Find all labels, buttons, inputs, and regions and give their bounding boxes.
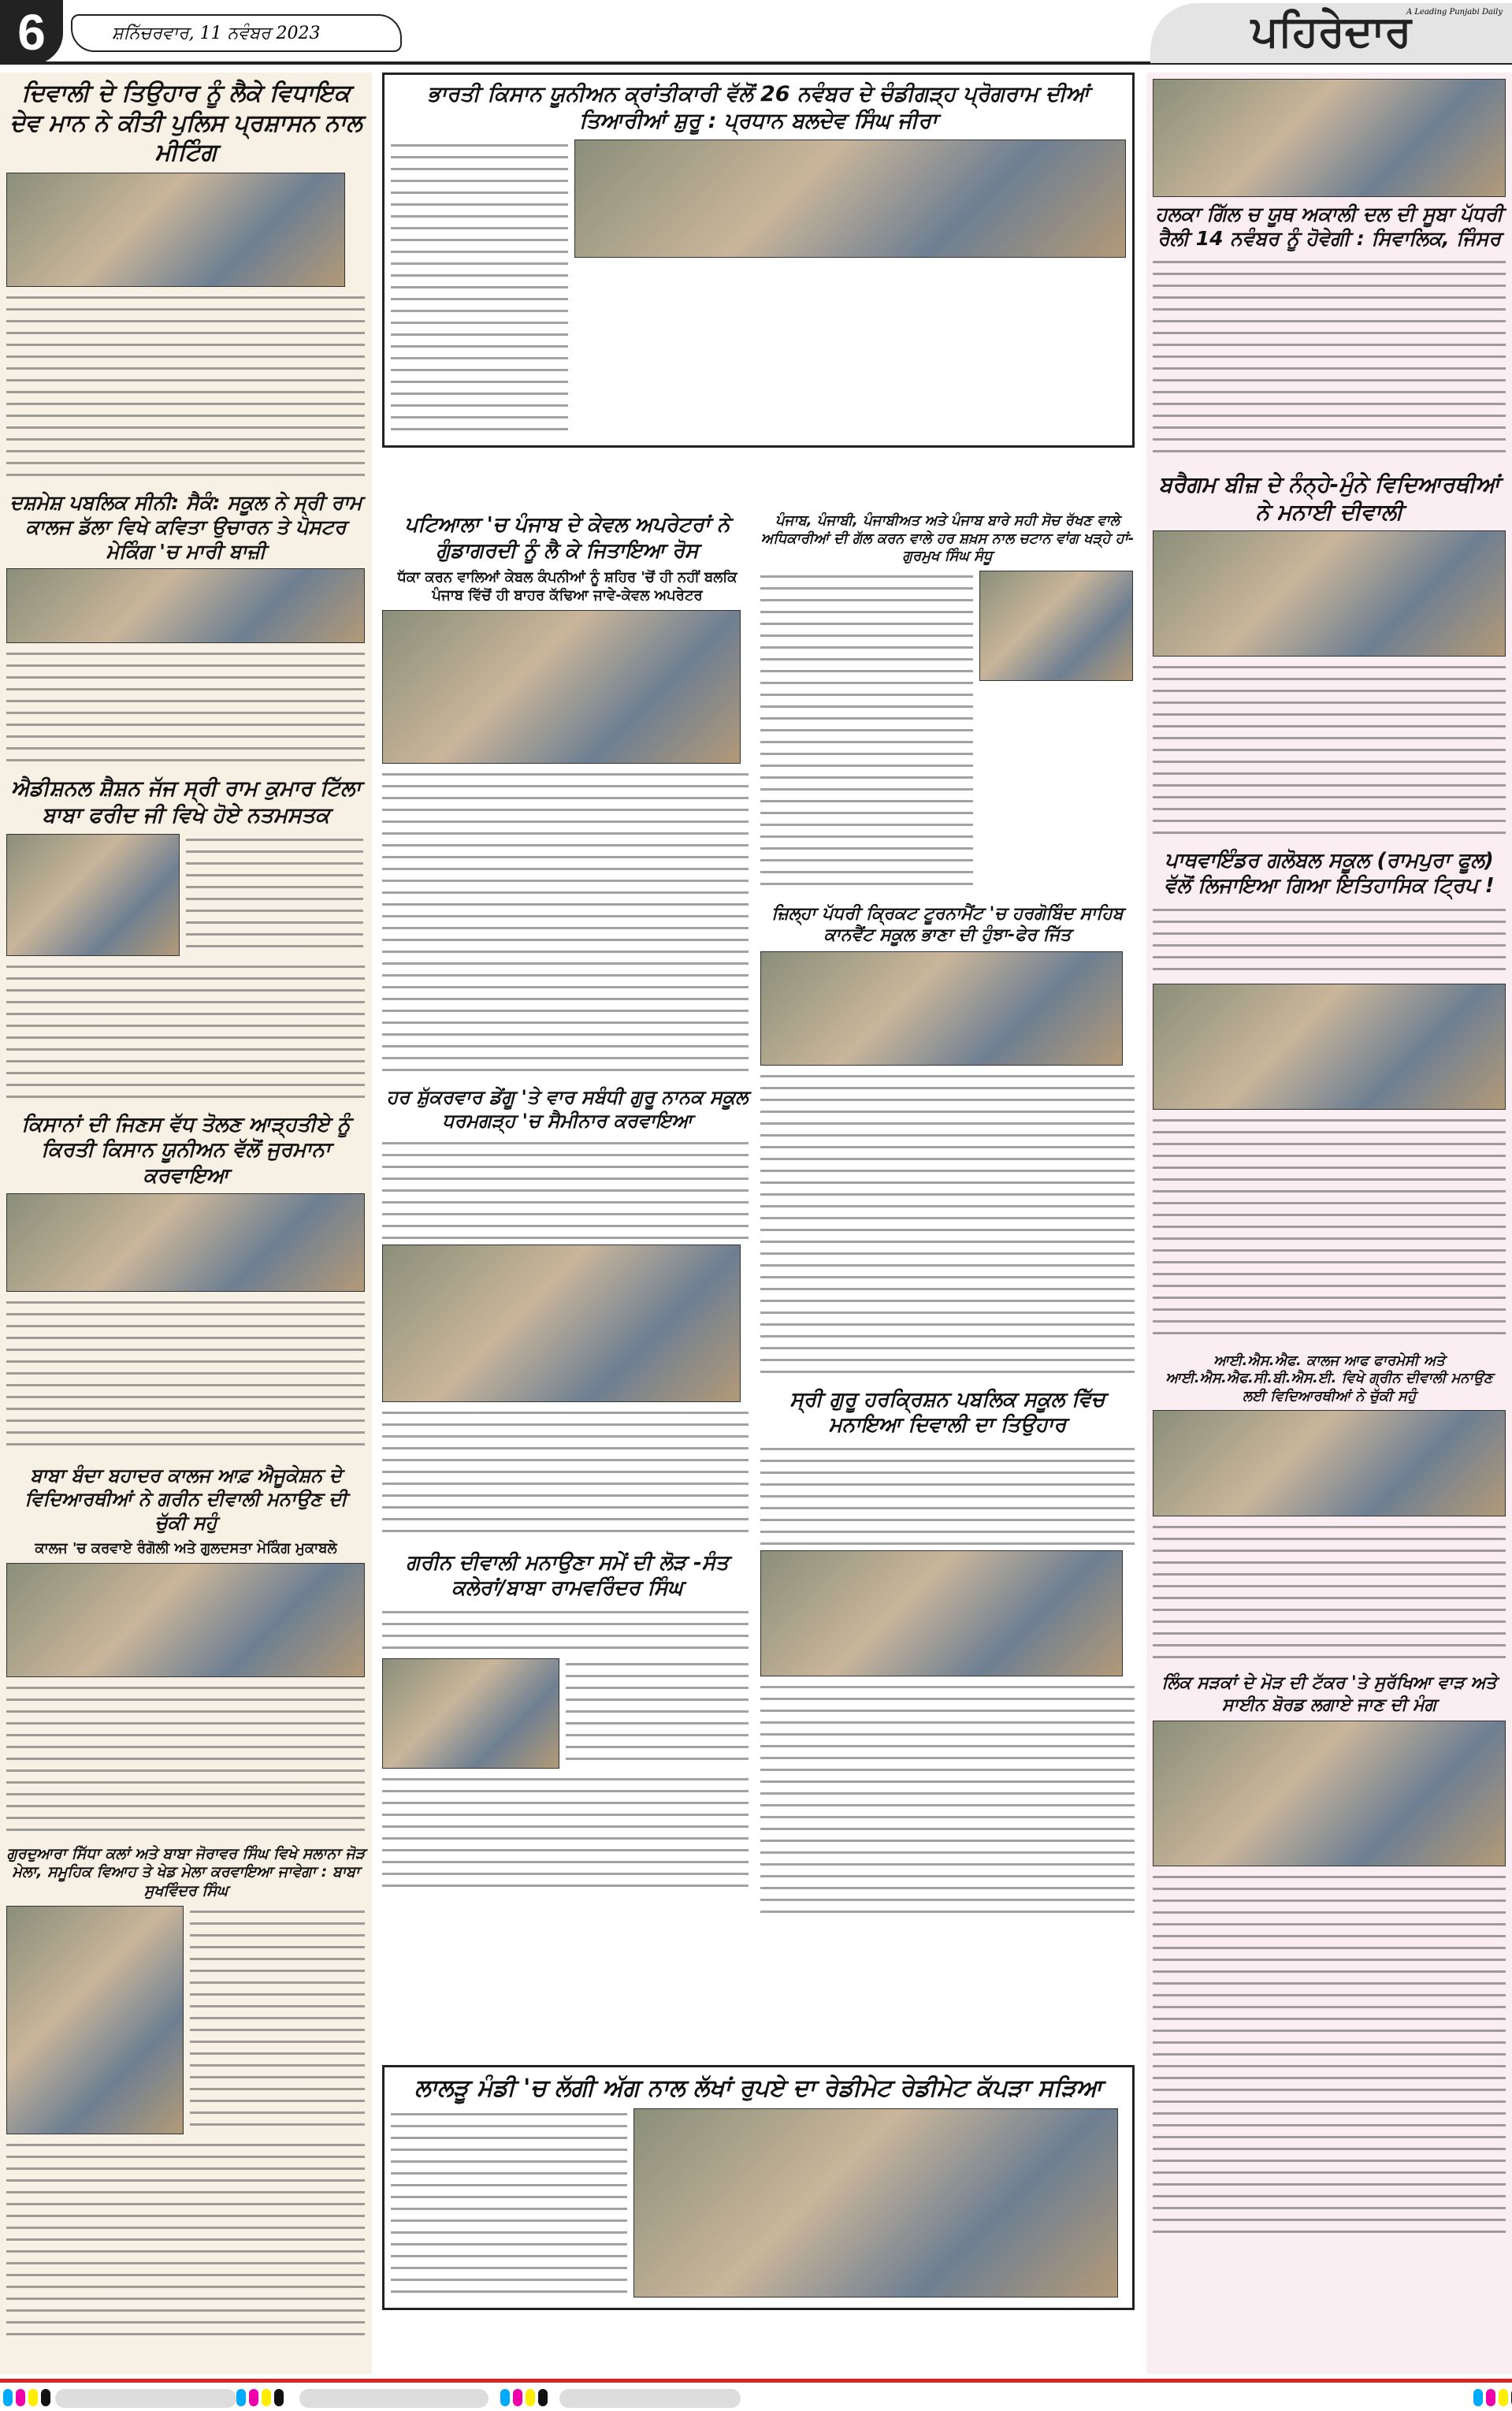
cmyk-marks xyxy=(500,2389,548,2406)
article-headline[interactable]: ਲਿੰਕ ਸੜਕਾਂ ਦੇ ਮੋੜ ਦੀ ਟੱਕਰ 'ਤੇ ਸੁਰੱਖਿਆ ਵਾੜ ਅਤੇ ਸਾਈਨ ਬੋਰਡ ਲਗਾਏ ਜਾਣ ਦੀ ਮੰਗ xyxy=(1161,1673,1497,1715)
article-photo[interactable] xyxy=(6,173,345,287)
article-row xyxy=(760,951,1135,1066)
middle-left-column xyxy=(382,512,752,1892)
article-body-text xyxy=(6,2139,365,2344)
article-headline[interactable]: ਭਾਰਤੀ ਕਿਸਾਨ ਯੂਨੀਅਨ ਕ੍ਰਾਂਤੀਕਾਰੀ ਵੱਲੋਂ 26 ਨਵੰਬਰ ਦੇ ਚੰਡੀਗੜ੍ਹ ਪ੍ਰੋਗਰਾਮ ਦੀਆਂ ਤਿਆਰੀਆਂ ਸ਼ੁਰੂ : ਪ੍ਰਧਾਨ ਬਲਦੇਵ ਸਿੰਘ ਜੀਰਾ xyxy=(427,82,1090,133)
article-row xyxy=(382,1245,752,1402)
article xyxy=(6,776,366,1103)
article xyxy=(382,1550,752,1892)
article-photo[interactable] xyxy=(382,1245,741,1402)
article-body-text xyxy=(6,1682,365,1836)
article-row xyxy=(1153,530,1506,657)
article-headline[interactable]: ਆਈ.ਐਸ.ਐਫ. ਕਾਲਜ ਆਫ ਫਾਰਮੇਸੀ ਅਤੇ ਆਈ.ਐਸ.ਐਫ.ਸੀ.ਬੀ.ਐਸ.ਈ. ਵਿਖੇ ਗ੍ਰੀਨ ਦੀਵਾਲੀ ਮਨਾਉਣ ਲਈ ਵਿਦਿਆਰਥੀਆਂ ਨੇ ਚੁੱਕੀ ਸਹੁੰ xyxy=(1165,1352,1493,1405)
article-headline[interactable]: ਹਲਕਾ ਗਿੱਲ ਚ ਯੂਥ ਅਕਾਲੀ ਦਲ ਦੀ ਸੂਬਾ ਪੱਧਰੀ ਰੈਲੀ 14 ਨਵੰਬਰ ਨੂੰ ਹੋਵੇਗੀ : ਸਿਵਾਲਿਕ, ਜਿੰਸਰ xyxy=(1155,203,1503,251)
page-number: 6 xyxy=(0,0,63,65)
article xyxy=(382,73,1135,448)
article-headline[interactable]: ਦਿਵਾਲੀ ਦੇ ਤਿਉਹਾਰ ਨੂੰ ਲੈਕੇ ਵਿਧਾਇਕ ਦੇਵ ਮਾਨ ਨੇ ਕੀਤੀ ਪੁਲਿਸ ਪ੍ਰਸ਼ਾਸਨ ਨਾਲ ਮੀਟਿੰਗ xyxy=(9,80,362,166)
article xyxy=(760,903,1135,1378)
article-row xyxy=(382,1407,752,1541)
print-registration-footer xyxy=(0,2379,1512,2411)
article-body-text xyxy=(760,1070,1135,1378)
article-row xyxy=(760,571,1135,894)
article-photo[interactable] xyxy=(6,568,365,643)
article-headline[interactable]: ਕਿਸਾਨਾਂ ਦੀ ਜਿਣਸ ਵੱਧ ਤੋਲਣ ਆੜ੍ਹਤੀਏ ਨੂੰ ਕਿਰਤੀ ਕਿਸਾਨ ਯੂਨੀਅਨ ਵੱਲੋਂ ਜੁਰਮਾਨਾ ਕਰਵਾਇਆ xyxy=(21,1112,351,1188)
article-headline[interactable]: ਪਟਿਆਲਾ 'ਚ ਪੰਜਾਬ ਦੇ ਕੇਵਲ ਅਪਰੇਟਰਾਂ ਨੇ ਗੁੰਡਾਗਰਦੀ ਨੂੰ ਲੈ ਕੇ ਜਿਤਾਇਆ ਰੋਸ xyxy=(404,513,730,563)
article xyxy=(1153,1352,1506,1664)
article-row xyxy=(382,1773,752,1892)
article-photo[interactable] xyxy=(574,140,1126,258)
article-headline[interactable]: ਗਰੀਨ ਦੀਵਾਲੀ ਮਨਾਉਣਾ ਸਮੇਂ ਦੀ ਲੋੜ -ਸੰਤ ਕਲੇਰਾਂ/ਬਾਬਾ ਰਾਮਵਰਿੰਦਰ ਸਿੰਘ xyxy=(406,1550,729,1601)
article-headline[interactable]: ਗੁਰਦੁਆਰਾ ਸਿੱਧਾ ਕਲਾਂ ਅਤੇ ਬਾਬਾ ਜੋਰਾਵਰ ਸਿੰਘ ਵਿਖੇ ਸਲਾਨਾ ਜੋੜ ਮੇਲਾ, ਸਮੂਹਿਕ ਵਿਆਹ ਤੇ ਖੇਡ ਮੇਲਾ ਕਰਵਾਇਆ ਜਾਵੇਗਾ : ਬਾਬਾ ਸੁਖਵਿੰਦਰ ਸਿੰਘ xyxy=(6,1844,366,1900)
article-body-text xyxy=(382,1773,749,1892)
article-headline[interactable]: ਪਾਥਵਾਇੰਡਰ ਗਲੋਬਲ ਸਕੂਲ (ਰਾਮਪੁਰਾ ਫੂਲ) ਵੱਲੋਂ ਲਿਜਾਇਆ ਗਿਆ ਇਤਿਹਾਸਿਕ ਟ੍ਰਿਪ ! xyxy=(1164,848,1495,898)
article-headline[interactable]: ਹਰ ਸ਼ੁੱਕਰਵਾਰ ਡੇਂਗੂ 'ਤੇ ਵਾਰ ਸਬੰਧੀ ਗੁਰੂ ਨਾਨਕ ਸਕੂਲ ਧਰਮਗੜ੍ਹ 'ਚ ਸੈਮੀਨਾਰ ਕਰਵਾਇਆ xyxy=(386,1085,749,1132)
article-row xyxy=(1153,904,1506,979)
article-row xyxy=(6,1297,366,1454)
article-subhead: ਕਾਲਜ 'ਚ ਕਰਵਾਏ ਰੰਗੋਲੀ ਅਤੇ ਗੁਲਦਸਤਾ ਮੇਕਿੰਗ ਮੁਕਾਬਲੇ xyxy=(35,1540,337,1557)
article-row xyxy=(6,961,366,1103)
article xyxy=(1153,848,1506,1343)
article xyxy=(6,1464,366,1835)
cmyk-marks xyxy=(236,2389,284,2406)
article-row xyxy=(1153,1721,1506,1866)
article-row xyxy=(382,1658,752,1769)
cmyk-marks xyxy=(1473,2389,1512,2406)
article-photo[interactable] xyxy=(6,1193,365,1292)
article-row xyxy=(6,568,366,643)
article-row xyxy=(382,1606,752,1654)
article-body-text xyxy=(6,961,365,1103)
article-body-text xyxy=(760,1681,1135,1918)
article-body-text xyxy=(382,768,749,1076)
logo-text: ਪਹਿਰੇਦਾਰ xyxy=(1250,6,1412,56)
logo-tagline: A Leading Punjabi Daily xyxy=(1406,8,1503,17)
article-row xyxy=(6,834,366,956)
article-body-text xyxy=(186,834,363,956)
article-photo[interactable] xyxy=(382,1658,559,1769)
article-row xyxy=(391,2108,1126,2301)
article-row xyxy=(1153,1410,1506,1516)
article xyxy=(6,1112,366,1455)
article xyxy=(382,1085,752,1541)
article-photo[interactable] xyxy=(760,1550,1123,1676)
article xyxy=(760,1387,1135,1918)
masthead xyxy=(0,0,1512,65)
article-headline[interactable]: ਦਸ਼ਮੇਸ਼ ਪਬਲਿਕ ਸੀਨੀ: ਸੈਕੰ: ਸਕੂਲ ਨੇ ਸ੍ਰੀ ਰਾਮ ਕਾਲਜ ਡੱਲਾ ਵਿਖੇ ਕਵਿਤਾ ਉਚਾਰਨ ਤੇ ਪੋਸਟਰ ਮੇਕਿੰਗ 'ਚ ਮਾਰੀ ਬਾਜ਼ੀ xyxy=(9,490,362,563)
middle-right-column xyxy=(760,512,1135,1918)
article-photo[interactable] xyxy=(382,610,741,764)
article-row xyxy=(760,1070,1135,1378)
article-body-text xyxy=(391,140,568,439)
article-row xyxy=(1153,1114,1506,1343)
article xyxy=(760,512,1135,894)
article-row xyxy=(382,768,752,1076)
article-body-text xyxy=(1153,1871,1506,2242)
article-body-text xyxy=(6,648,365,766)
article-row xyxy=(6,292,366,481)
article-row xyxy=(6,2139,366,2344)
newspaper-logo xyxy=(1150,3,1512,63)
article-body-text xyxy=(190,1906,365,2134)
article-row xyxy=(1153,79,1506,197)
article xyxy=(382,2065,1135,2310)
article-headline[interactable]: ਬਾਬਾ ਬੰਦਾ ਬਹਾਦਰ ਕਾਲਜ ਆਫ਼ ਐਜੂਕੇਸ਼ਨ ਦੇ ਵਿਦਿਆਰਥੀਆਂ ਨੇ ਗਰੀਨ ਦੀਵਾਲੀ ਮਨਾਉਣ ਦੀ ਚੁੱਕੀ ਸਹੁੰ xyxy=(24,1464,347,1535)
article-headline[interactable]: ਸ੍ਰੀ ਗੁਰੂ ਹਰਕ੍ਰਿਸ਼ਨ ਪਬਲਿਕ ਸਕੂਲ ਵਿੱਚ ਮਨਾਇਆ ਦਿਵਾਲੀ ਦਾ ਤਿਉਹਾਰ xyxy=(789,1387,1105,1437)
right-column xyxy=(1146,73,1512,2374)
article xyxy=(6,79,366,481)
article-body-text xyxy=(391,2108,627,2301)
article-row xyxy=(760,1550,1135,1676)
article-photo[interactable] xyxy=(979,571,1133,681)
article-photo[interactable] xyxy=(1153,79,1506,197)
middle-top-column xyxy=(382,73,1135,448)
grey-bar xyxy=(55,2389,236,2408)
article-body-text xyxy=(1153,256,1506,461)
article-photo[interactable] xyxy=(633,2108,1118,2298)
article-body-text xyxy=(1153,661,1506,839)
article-row xyxy=(382,610,752,764)
article-row xyxy=(6,1906,366,2134)
article-body-text xyxy=(760,571,973,894)
article xyxy=(382,512,752,1076)
cmyk-marks xyxy=(3,2389,50,2406)
article-photo[interactable] xyxy=(1153,1721,1506,1866)
article-headline[interactable]: ਐਡੀਸ਼ਨਲ ਸ਼ੈਸ਼ਨ ਜੱਜ ਸ੍ਰੀ ਰਾਮ ਕੁਮਾਰ ਟਿੱਲਾ ਬਾਬਾ ਫਰੀਦ ਜੀ ਵਿਖੇ ਹੋਏ ਨਤਮਸਤਕ xyxy=(10,776,362,828)
article-row xyxy=(1153,1871,1506,2242)
grey-bar xyxy=(559,2389,741,2408)
article-row xyxy=(1153,984,1506,1110)
article-row xyxy=(1153,256,1506,461)
article-headline[interactable]: ਪੰਜਾਬ, ਪੰਜਾਬੀ, ਪੰਜਾਬੀਅਤ ਅਤੇ ਪੰਜਾਬ ਬਾਰੇ ਸਹੀ ਸੋਚ ਰੱਖਣ ਵਾਲੇ ਅਧਿਕਾਰੀਆਂ ਦੀ ਗੱਲ ਕਰਨ ਵਾਲੇ ਹਰ ਸ਼ਖ਼ਸ ਨਾਲ ਚਟਾਨ ਵਾਂਗ ਖੜ੍ਹੇ ਹਾਂ-ਗੁਰਮੁਖ ਸਿੰਘ ਸੰਧੂ xyxy=(760,512,1135,564)
article-body-text xyxy=(1153,1114,1506,1343)
article-photo[interactable] xyxy=(1153,984,1506,1110)
article-photo[interactable] xyxy=(1153,1410,1506,1516)
article-body-text xyxy=(566,1658,749,1769)
article-row xyxy=(391,140,1126,439)
article-row xyxy=(6,648,366,766)
middle-bottom-column xyxy=(382,2065,1135,2310)
article-subhead: ਧੱਕਾ ਕਰਨ ਵਾਲਿਆਂ ਕੇਬਲ ਕੰਪਨੀਆਂ ਨੂੰ ਸ਼ਹਿਰ 'ਚੋਂ ਹੀ ਨਹੀਂ ਬਲਕਿ ਪੰਜਾਬ ਵਿੱਚੋਂ ਹੀ ਬਾਹਰ ਕੱਢਿਆ ਜਾਵੇ-ਕੇਵਲ ਅਪਰੇਟਰ xyxy=(397,569,737,605)
article-row xyxy=(760,1681,1135,1918)
article-body-text xyxy=(6,1297,365,1454)
article-body-text xyxy=(760,1443,1135,1546)
article-row xyxy=(6,1563,366,1677)
article xyxy=(6,490,366,767)
article xyxy=(6,1845,366,2344)
article-row xyxy=(6,173,366,287)
article-body-text xyxy=(1153,1521,1506,1663)
article-row xyxy=(382,1137,752,1240)
article xyxy=(1153,471,1506,839)
article-body-text xyxy=(1153,904,1506,979)
article-photo[interactable] xyxy=(760,951,1123,1066)
left-column xyxy=(0,73,372,2374)
article-headline[interactable]: ਜ਼ਿਲ੍ਹਾ ਪੱਧਰੀ ਕ੍ਰਿਕਟ ਟੂਰਨਾਮੈਂਟ 'ਚ ਹਰਗੋਬਿੰਦ ਸਾਹਿਬ ਕਾਨਵੈਂਟ ਸਕੂਲ ਭਾਣਾ ਦੀ ਹੁੰਝਾ-ਫੇਰ ਜਿੱਤ xyxy=(771,903,1124,945)
article xyxy=(1153,79,1506,461)
article-photo[interactable] xyxy=(6,1906,184,2134)
article-headline[interactable]: ਲਾਲੜੂ ਮੰਡੀ 'ਚ ਲੱਗੀ ਅੱਗ ਨਾਲ ਲੱਖਾਂ ਰੁਪਏ ਦਾ ਰੇਡੀਮੇਟ ਰੇਡੀਮੇਟ ਕੱਪੜਾ ਸੜਿਆ xyxy=(414,2074,1102,2102)
article-row xyxy=(1153,661,1506,839)
article-row xyxy=(6,1682,366,1836)
article-body-text xyxy=(382,1606,749,1654)
article-body-text xyxy=(382,1407,749,1541)
article-row xyxy=(1153,1521,1506,1663)
issue-date: ਸ਼ਨਿੱਚਰਵਾਰ, 11 ਨਵੰਬਰ 2023 xyxy=(71,14,402,52)
article-body-text xyxy=(382,1137,749,1240)
article-photo[interactable] xyxy=(6,834,180,956)
article-body-text xyxy=(6,292,365,481)
article-photo[interactable] xyxy=(6,1563,365,1677)
article-row xyxy=(760,1443,1135,1546)
article-photo[interactable] xyxy=(1153,530,1506,657)
grey-bar xyxy=(299,2389,489,2408)
article-row xyxy=(6,1193,366,1292)
article xyxy=(1153,1672,1506,2242)
article-headline[interactable]: ਬਰੈਗਮ ਬੀਜ਼ ਦੇ ਨੰਨ੍ਹੇ-ਮੁੰਨੇ ਵਿਦਿਆਰਥੀਆਂ ਨੇ ਮਨਾਈ ਦੀਵਾਲੀ xyxy=(1158,471,1500,525)
